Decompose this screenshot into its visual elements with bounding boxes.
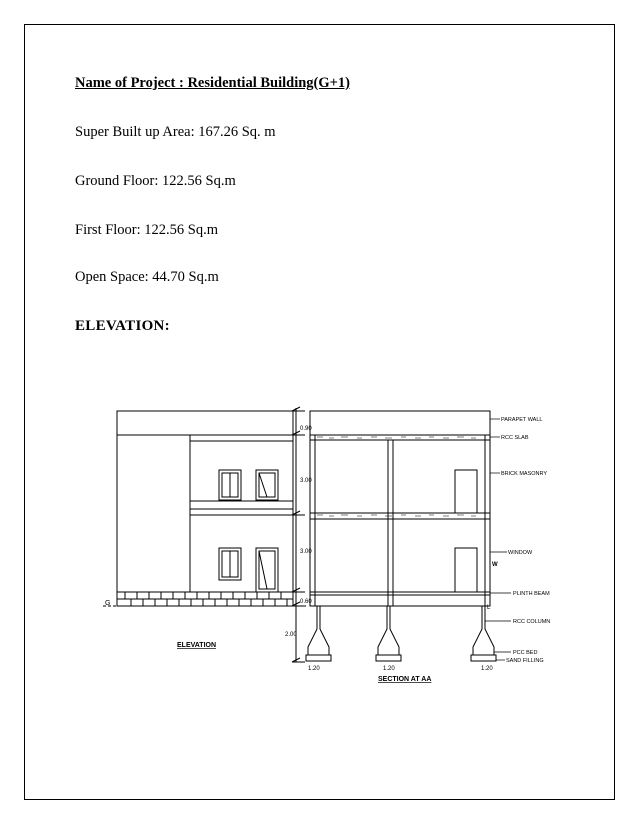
elevation-left-block [117,435,190,592]
section-window-lower [455,548,477,592]
dimension-line [285,407,312,662]
dim-parapet: 0.90 [300,426,312,432]
elevation-label: ELEVATION [177,642,217,649]
elevation-window-lower-left [219,548,241,580]
dim-footing-left: 1.20 [308,666,320,672]
elevation-window-upper-right [256,470,278,500]
section-label: SECTION AT AA [378,676,432,683]
callout-pcc-bed: PCC BED [513,650,538,656]
elevation-heading: ELEVATION: [75,318,170,334]
callout-plinth-beam: PLINTH BEAM [513,591,550,597]
dim-footing-right: 1.20 [481,666,493,672]
callout-rcc-column: RCC COLUMN [513,619,551,625]
elevation-floor-band [190,501,293,509]
first-floor-area: First Floor: 122.56 Sq.m [75,222,219,238]
section-footing-right [471,606,496,661]
section-window-upper [455,470,477,513]
dim-footing-mid: 1.20 [383,666,395,672]
dim-foundation: 2.00 [285,632,297,638]
callout-window: WINDOW [508,550,533,556]
callout-parapet-wall: PARAPET WALL [501,417,543,423]
ground-marker: G [105,600,111,607]
callout-sand-filling: SAND FILLING [506,658,544,664]
section-view [306,411,498,683]
project-title: Name of Project : Residential Building(G+1) [75,75,351,91]
dim-plinth: 0.60 [300,599,312,605]
open-space-area: Open Space: 44.70 Sq.m [75,269,219,285]
window-marker: W [492,562,498,568]
ground-floor-area: Ground Floor: 122.56 Sq.m [75,173,236,189]
elevation-section-drawing [95,400,575,685]
super-built-up-area: Super Built up Area: 167.26 Sq. m [75,124,276,140]
dim-ground-floor: 3.00 [300,549,312,555]
section-footing-mid [376,606,401,661]
elevation-plinth-band [117,592,293,606]
elevation-door-lower-right [256,548,278,592]
elevation-parapet [117,411,293,435]
elevation-window-upper-left [219,470,241,500]
section-plinth-beam [310,592,490,606]
lintel-marker: L [487,605,491,611]
callout-rcc-slab: RCC SLAB [501,435,529,441]
elevation-view [103,411,307,649]
section-floor-slab [310,513,490,519]
section-roof-slab [310,435,490,440]
callouts [485,417,550,664]
callout-brick-masonry: BRICK MASONRY [501,471,548,477]
section-footing-left [306,606,331,661]
dim-first-floor: 3.00 [300,478,312,484]
